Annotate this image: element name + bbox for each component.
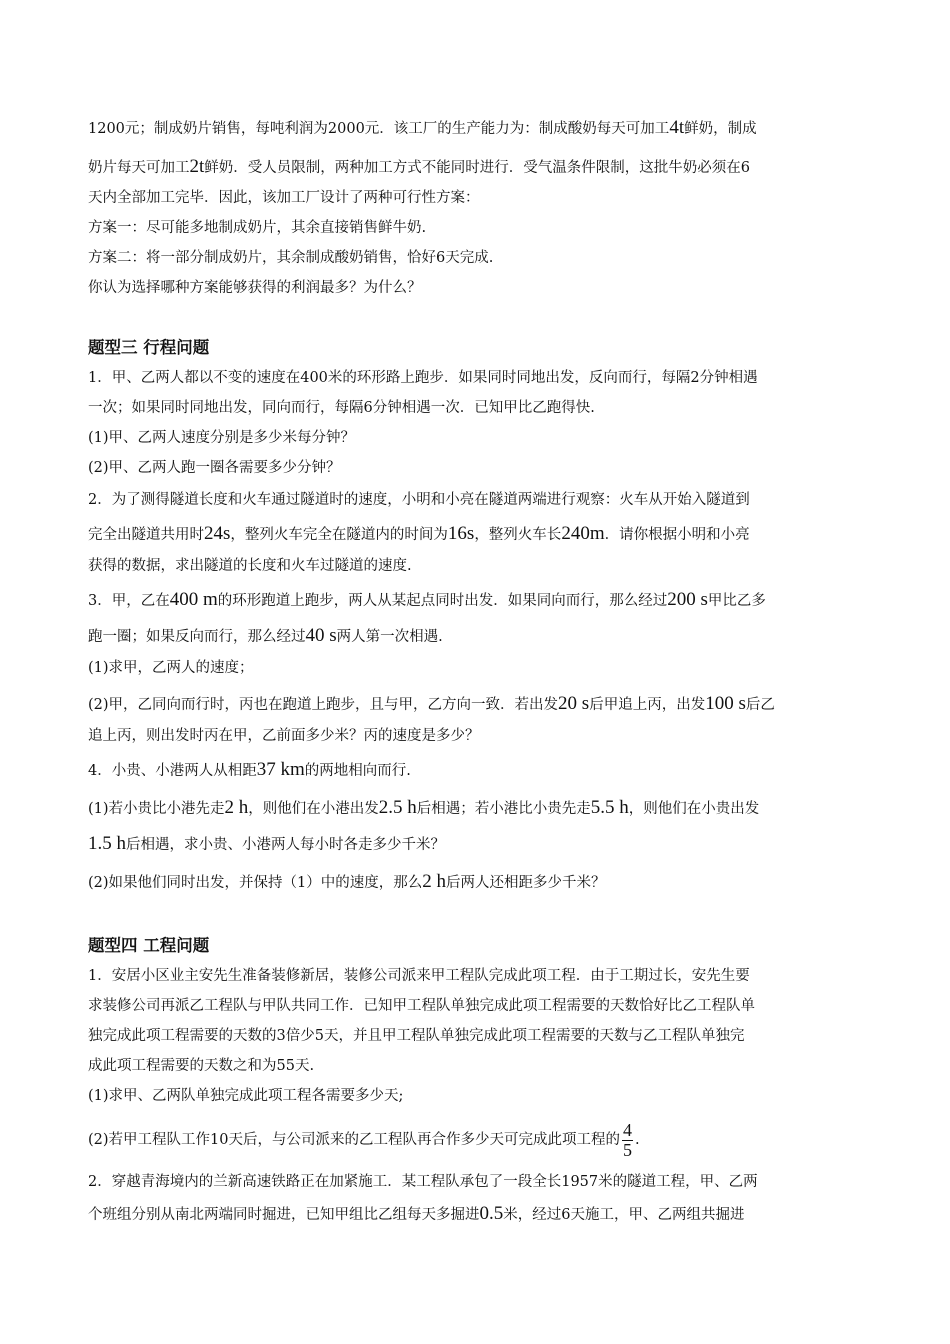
- work-problem-1-line: 求装修公司再派乙工程队与甲队共同工作．已知甲工程队单独完成此项工程需要的天数恰好比乙工程队单: [88, 998, 755, 1014]
- problem-2-line: 完全出隧道共用时24s，整列火车完全在隧道内的时间为16s，整列火车长240m．请你根据小明和小亮: [88, 523, 750, 544]
- work-problem-1-line: 1．安居小区业主安先生准备装修新居，装修公司派来甲工程队完成此项工程．由于工期过长，安先生要: [88, 968, 750, 984]
- problem-4-sub-2: (2)如果他们同时出发，并保持（1）中的速度，那么2 h后两人还相距多少千米？: [88, 871, 606, 892]
- problem-4-line: 1.5 h后相遇，求小贵、小港两人每小时各走多少千米？: [88, 833, 445, 854]
- question-text: 你认为选择哪种方案能够获得的利润最多？为什么？: [88, 280, 422, 296]
- problem-1-line: 一次；如果同时同地出发，同向而行，每隔6分钟相遇一次．已知甲比乙跑得快.: [88, 400, 595, 416]
- problem-3-line: 3．甲，乙在400 m的环形跑道上跑步，两人从某起点同时出发．如果同向而行，那么经过200 s甲比乙多: [88, 589, 766, 610]
- problem-3-line: 跑一圈；如果反向而行，那么经过40 s两人第一次相遇.: [88, 625, 443, 646]
- problem-3-line: 追上丙，则出发时丙在甲，乙前面多少米？丙的速度是多少？: [88, 728, 480, 744]
- problem-1-line: 1．甲、乙两人都以不变的速度在400米的环形路上跑步．如果同时同地出发，反向而行，每隔2分钟相遇: [88, 370, 758, 386]
- paragraph-line: 天内全部加工完毕．因此，该加工厂设计了两种可行性方案：: [88, 190, 480, 206]
- paragraph-line: 奶片每天可加工2t鲜奶．受人员限制，两种加工方式不能同时进行．受气温条件限制，这批牛奶必须在6: [88, 156, 751, 177]
- section-heading-travel: 题型三 行程问题: [88, 338, 210, 357]
- section-heading-work: 题型四 工程问题: [88, 936, 210, 955]
- problem-2-line: 2．为了测得隧道长度和火车通过隧道时的速度，小明和小亮在隧道两端进行观察：火车从开始入隧道到: [88, 492, 750, 508]
- paragraph-line: 1200元；制成奶片销售，每吨利润为2000元．该工厂的生产能力为：制成酸奶每天可加工4t鲜奶，制成: [88, 117, 757, 138]
- work-problem-1-line: 独完成此项工程需要的天数的3倍少5天，并且甲工程队单独完成此项工程需要的天数与乙工程队单独完: [88, 1028, 745, 1044]
- problem-4-line: 4．小贵、小港两人从相距37 km的两地相向而行.: [88, 759, 411, 780]
- work-problem-2-line: 2．穿越青海境内的兰新高速铁路正在加紧施工．某工程队承包了一段全长1957米的隧道工程，甲、乙两: [88, 1174, 758, 1190]
- fraction: $\frac{4}{5}$: [623, 1119, 632, 1160]
- problem-4-sub-1: (1)若小贵比小港先走2 h，则他们在小港出发2.5 h后相遇；若小港比小贵先走5.5 h，则他们在小贵出发: [88, 797, 760, 818]
- work-problem-1-sub-1: (1)求甲、乙两队单独完成此项工程各需要多少天;: [88, 1088, 404, 1104]
- work-problem-1-sub-2: (2)若甲工程队工作10天后，与公司派来的乙工程队再合作多少天可完成此项工程的 $\frac{4}{5}$ .: [88, 1119, 640, 1160]
- problem-1-sub-1: (1)甲、乙两人速度分别是多少米每分钟？: [88, 430, 356, 446]
- problem-3-sub-2: (2)甲，乙同向而行时，丙也在跑道上跑步，且与甲，乙方向一致．若出发20 s后甲追上丙，出发100 s后乙: [88, 693, 775, 714]
- problem-1-sub-2: (2)甲、乙两人跑一圈各需要多少分钟？: [88, 460, 341, 476]
- problem-3-sub-1: (1)求甲，乙两人的速度；: [88, 660, 254, 676]
- work-problem-2-line: 个班组分别从南北两端同时掘进，已知甲组比乙组每天多掘进0.5米，经过6天施工，甲、乙两组共掘进: [88, 1203, 745, 1224]
- plan-one: 方案一：尽可能多地制成奶片，其余直接销售鲜牛奶.: [88, 220, 427, 236]
- problem-2-line: 获得的数据，求出隧道的长度和火车过隧道的速度.: [88, 558, 412, 574]
- work-problem-1-line: 成此项工程需要的天数之和为55天.: [88, 1058, 315, 1074]
- plan-two: 方案二：将一部分制成奶片，其余制成酸奶销售，恰好6天完成.: [88, 250, 494, 266]
